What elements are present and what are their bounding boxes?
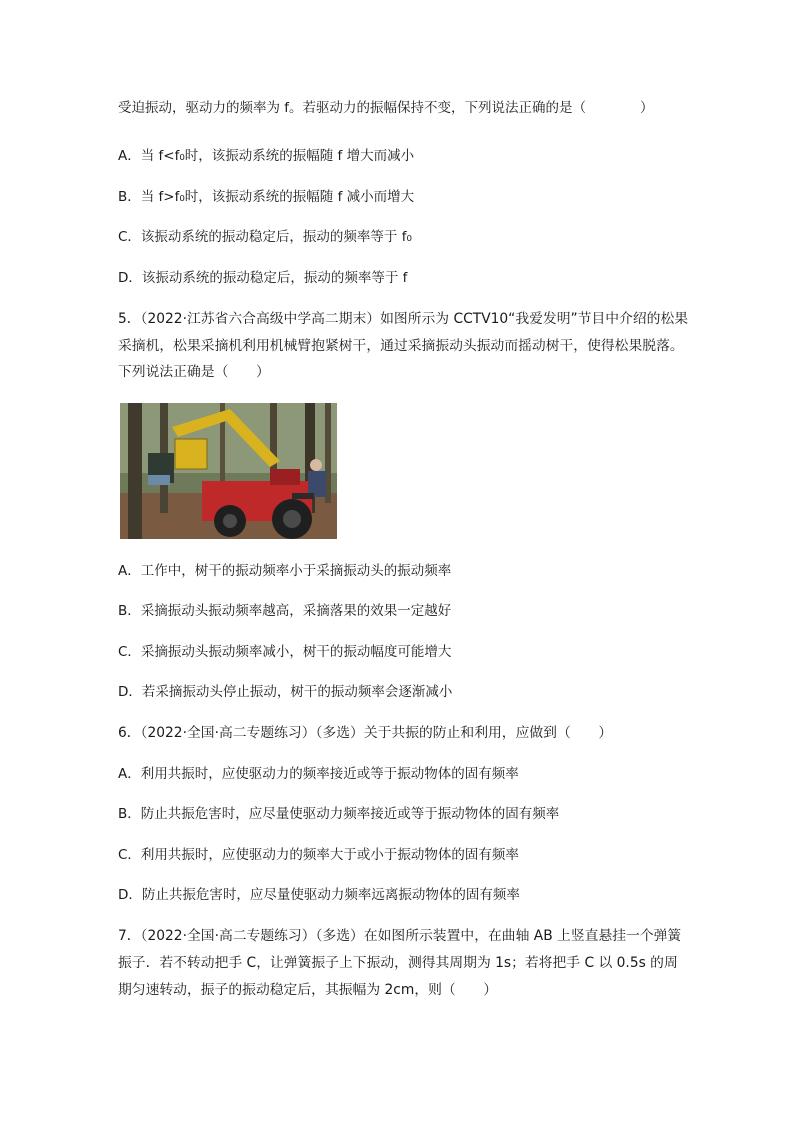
- q5-stem-line-1: 5．（2022·江苏省六合高级中学高二期末）如图所示为 CCTV10“我爱发明”节目中介绍的松果: [118, 311, 689, 327]
- q5-option-a: A．工作中，树干的振动频率小于采摘振动头的振动频率: [118, 563, 452, 579]
- q4-option-a: A．当 f<f₀时，该振动系统的振幅随 f 增大而减小: [118, 148, 415, 164]
- q7-stem-line-1: 7．（2022·全国·高二专题练习）（多选）在如图所示装置中，在曲轴 AB 上竖直悬挂一个弹簧: [118, 928, 682, 944]
- q6-option-c: C．利用共振时，应使驱动力的频率大于或小于振动物体的固有频率: [118, 847, 519, 863]
- q7-stem-line-3: 期匀速转动，振子的振动稳定后，其振幅为 2cm，则（ ）: [118, 982, 498, 998]
- q4-stem-tail: 受迫振动，驱动力的频率为 f。若驱动力的振幅保持不变，下列说法正确的是（ ）: [118, 100, 654, 116]
- q4-option-b: B．当 f>f₀时，该振动系统的振幅随 f 减小而增大: [118, 189, 415, 205]
- q4-option-d: D．该振动系统的振动稳定后，振动的频率等于 f: [118, 270, 408, 286]
- q6-option-b: B．防止共振危害时，应尽量使驱动力频率接近或等于振动物体的固有频率: [118, 806, 560, 822]
- q5-option-d: D．若采摘振动头停止振动，树干的振动频率会逐渐减小: [118, 684, 453, 700]
- q5-stem-line-3: 下列说法正确是（ ）: [118, 364, 270, 380]
- q6-stem: 6．（2022·全国·高二专题练习）（多选）关于共振的防止和利用，应做到（ ）: [118, 725, 613, 741]
- q5-option-b: B．采摘振动头振动频率越高，采摘落果的效果一定越好: [118, 603, 452, 619]
- q4-option-c: C．该振动系统的振动稳定后，振动的频率等于 f₀: [118, 229, 412, 245]
- q6-option-a: A．利用共振时，应使驱动力的频率接近或等于振动物体的固有频率: [118, 766, 519, 782]
- pine-cone-harvester-photo: [120, 403, 337, 539]
- q5-stem-line-2: 采摘机，松果采摘机利用机械臂抱紧树干，通过采摘振动头振动而摇动树干，使得松果脱落。: [118, 338, 684, 354]
- q5-option-c: C．采摘振动头振动频率减小，树干的振动幅度可能增大: [118, 644, 452, 660]
- q7-stem-line-2: 振子．若不转动把手 C，让弹簧振子上下振动，测得其周期为 1s；若将把手 C 以 0.5s 的周: [118, 955, 678, 971]
- q6-option-d: D．防止共振危害时，应尽量使驱动力频率远离振动物体的固有频率: [118, 887, 520, 903]
